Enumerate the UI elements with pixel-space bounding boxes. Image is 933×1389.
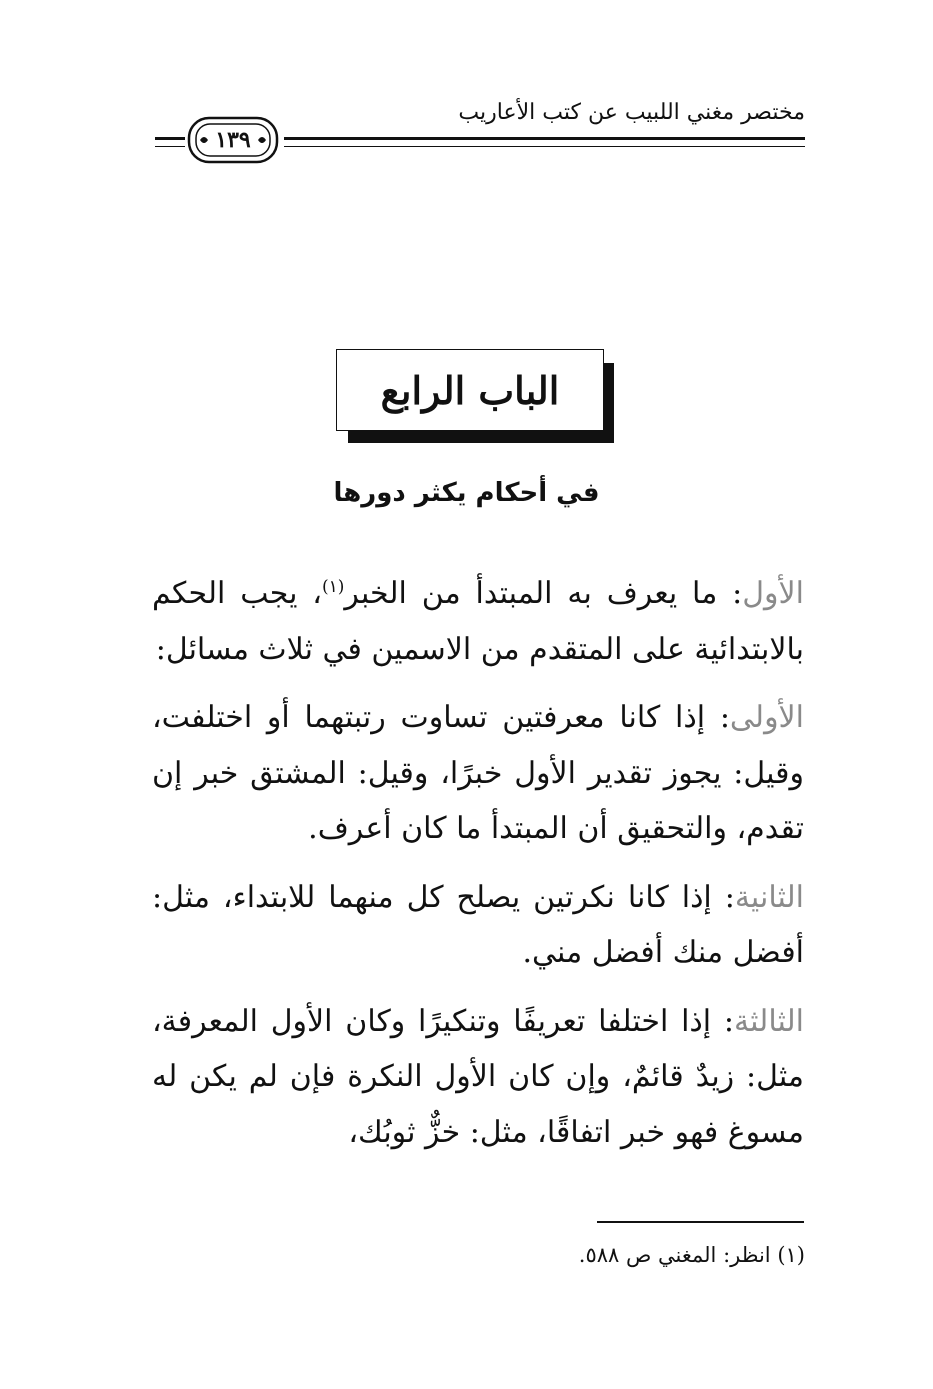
- paragraph-text: ، يجب الحكم بالابتدائية على المتقدم من الاسمين في ثلاث مسائل:: [152, 576, 804, 667]
- paragraph-lead: الأول: [742, 576, 804, 611]
- paragraph-text: : إذا كانا معرفتين تساوت رتبتهما أو اختلفت، وقيل: يجوز تقدير الأول خبرًا، وقيل: المشتق خبر إن تقدم، والتحقيق أن المبتدأ ما كان أعرف.: [152, 700, 804, 846]
- header-rule-left: [155, 137, 185, 147]
- chapter-title-box: [336, 349, 604, 431]
- paragraph-first-case: [152, 690, 804, 857]
- running-head: مختصر مغني اللبيب عن كتب الأعاريب: [458, 100, 805, 125]
- body-text: [152, 566, 804, 1173]
- footnote-separator: [597, 1221, 804, 1223]
- paragraph-lead: الثانية: [734, 879, 804, 915]
- paragraph-lead: الأولى: [729, 700, 804, 735]
- footnote-reference: (١): [321, 577, 345, 597]
- paragraph-text: : ما يعرف به المبتدأ من الخبر: [344, 576, 743, 611]
- page-number: ١٣٩: [215, 127, 251, 153]
- paragraph-text: : إذا كانا نكرتين يصلح كل منهما للابتداء، مثل: أفضل منك أفضل مني.: [152, 879, 804, 970]
- paragraph-second-case: [152, 870, 804, 981]
- paragraph-first: [152, 566, 804, 677]
- paragraph-third-case: [152, 994, 804, 1161]
- paragraph-lead: الثالثة: [734, 1003, 804, 1039]
- chapter-subtitle: في أحكام يكثر دورها: [333, 478, 600, 508]
- paragraph-text: : إذا اختلفا تعريفًا وتنكيرًا وكان الأول المعرفة، مثل: زيدٌ قائمٌ، وإن كان الأول النكرة فإن لم يكن له مسوغ فهو خبر اتفاقًا، مثل: خزٌّ ثوبُك،: [152, 1003, 804, 1150]
- header-rule-right: [284, 137, 805, 147]
- page-number-badge: [186, 115, 280, 165]
- chapter-title: الباب الرابع: [380, 367, 560, 413]
- footnote: (١) انظر: المغني ص ٥٨٨.: [578, 1243, 805, 1267]
